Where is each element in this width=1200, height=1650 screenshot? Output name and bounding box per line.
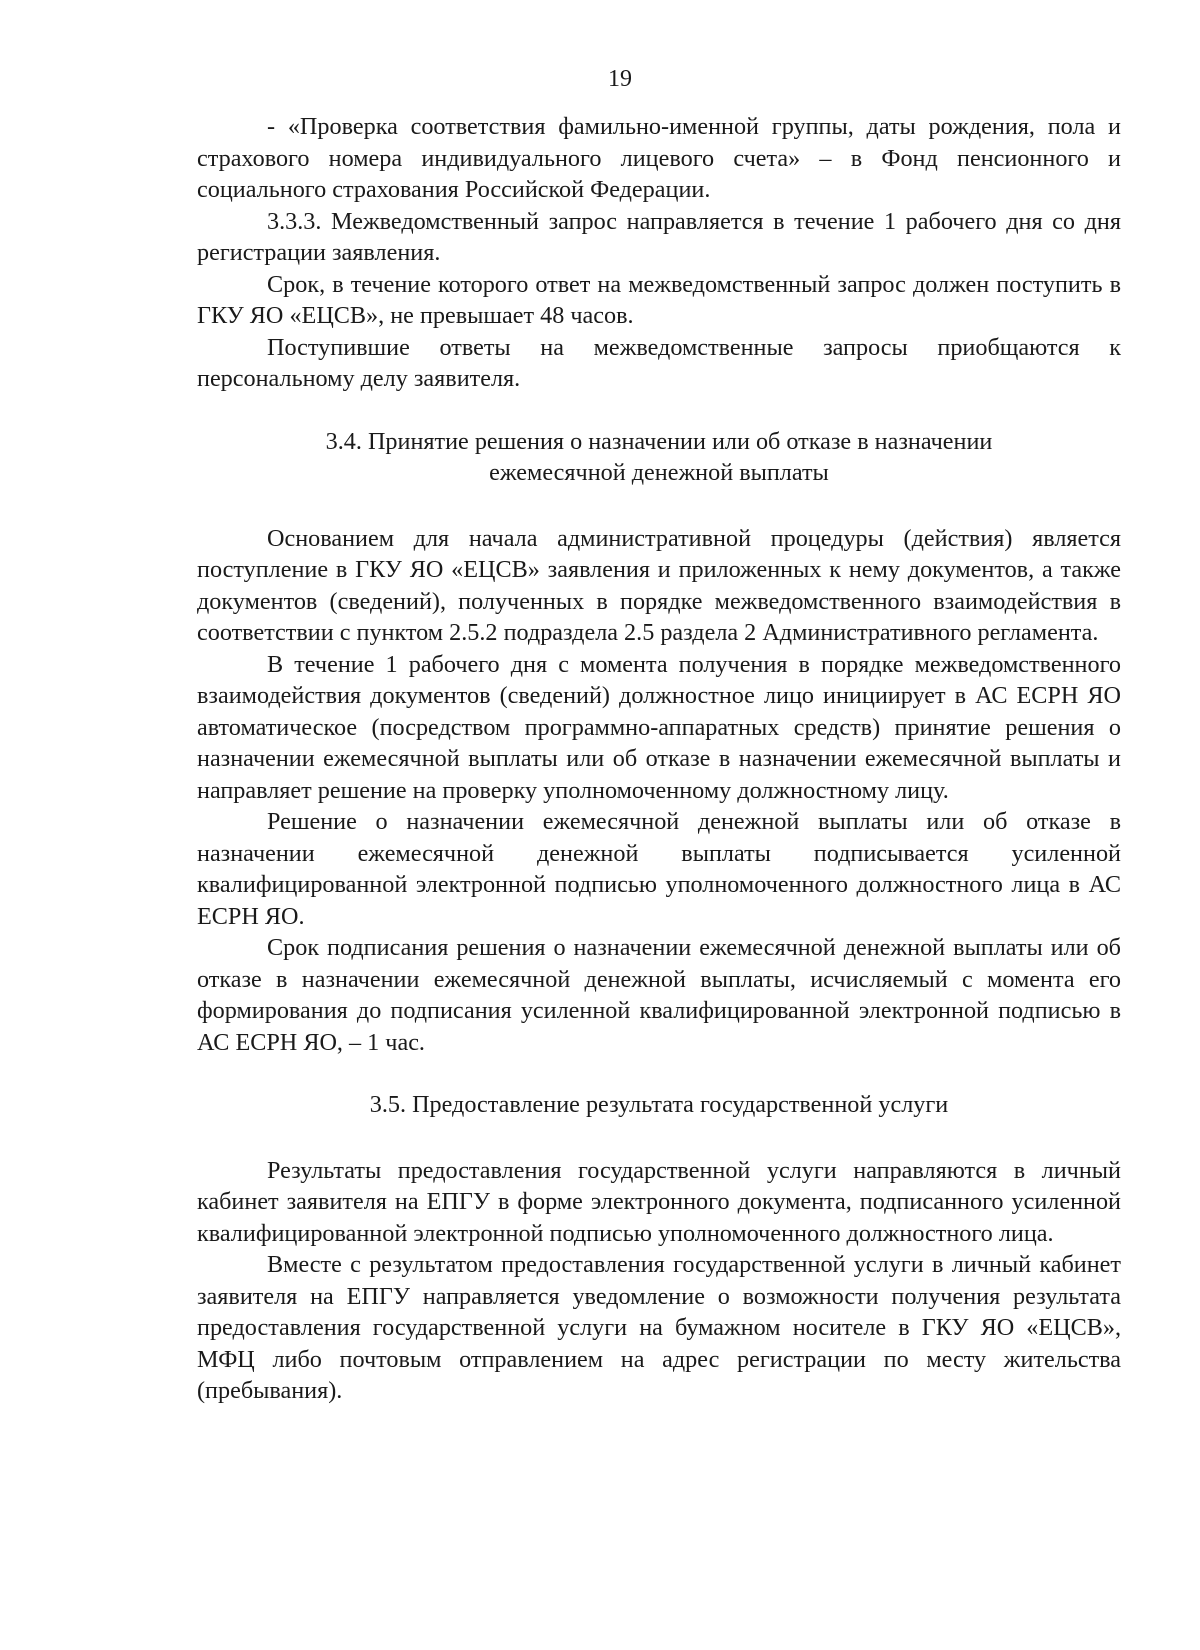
spacer bbox=[197, 395, 1121, 426]
paragraph-decision-initiation: В течение 1 рабочего дня с момента получения в порядке межведомственного взаимодействия документов (сведений) должностное лицо инициирует в АС ЕСРН ЯО автоматическое (посредством программно-аппаратных средств) принятие решения о назначении ежемесячной выплаты или об отказе в назначении ежемесячной выплаты и направляет решение на проверку уполномоченному должностному лицу. bbox=[197, 650, 1121, 804]
paragraph-responses-attached: Поступившие ответы на межведомственные запросы приобщаются к персональному делу заявителя. bbox=[197, 333, 1121, 392]
section-heading-3-4 bbox=[197, 426, 1121, 489]
paragraph-response-deadline: Срок, в течение которого ответ на межведомственный запрос должен поступить в ГКУ ЯО «ЕЦСВ», не превышает 48 часов. bbox=[197, 270, 1121, 329]
paragraph-results-delivery: Результаты предоставления государственной услуги направляются в личный кабинет заявителя на ЕПГУ в форме электронного документа, подписанного усиленной квалифицированной электронной подписью уполномоченного должностного лица. bbox=[197, 1156, 1121, 1247]
spacer bbox=[197, 489, 1121, 523]
section-heading-3-5: 3.5. Предоставление результата государственной услуги bbox=[369, 1091, 949, 1118]
page-number: 19 bbox=[608, 66, 632, 92]
document-body bbox=[197, 111, 1121, 1407]
spacer bbox=[197, 1121, 1121, 1155]
paragraph-decision-signing: Решение о назначении ежемесячной денежной выплаты или об отказе в назначении ежемесячной денежной выплаты подписывается усиленной квалифицированной электронной подписью уполномоченного должностного лица в АС ЕСРН ЯО. bbox=[197, 808, 1121, 930]
paragraph-3-3-3: 3.3.3. Межведомственный запрос направляется в течение 1 рабочего дня со дня регистрации заявления. bbox=[197, 207, 1121, 266]
section-heading-3-4-line-1: 3.4. Принятие решения о назначении или об отказе в назначении bbox=[325, 427, 993, 455]
paragraph-procedure-basis: Основанием для начала административной процедуры (действия) является поступление в ГКУ ЯО «ЕЦСВ» заявления и приложенных к нему документов, а также документов (сведений), полученных в порядке межведомственного взаимодействия в соответствии с пунктом 2.5.2 подраздела 2.5 раздела 2 Административного регламента. bbox=[197, 524, 1121, 646]
paragraph-verification-request: - «Проверка соответствия фамильно-именной группы, даты рождения, пола и страхового номера индивидуального лицевого счета» – в Фонд пенсионного и социального страхования Российской Федерации. bbox=[197, 113, 1121, 203]
paragraph-signing-deadline: Срок подписания решения о назначении ежемесячной денежной выплаты или об отказе в назначении ежемесячной денежной выплаты, исчисляемый с момента его формирования до подписания усиленной квалифицированной электронной подписью в АС ЕСРН ЯО, – 1 час. bbox=[197, 934, 1121, 1056]
spacer bbox=[197, 1058, 1121, 1089]
section-heading-3-4-line-2: ежемесячной денежной выплаты bbox=[489, 459, 829, 486]
paragraph-paper-notification: Вместе с результатом предоставления государственной услуги в личный кабинет заявителя на ЕПГУ направляется уведомление о возможности получения результата предоставления государственной услуги на бумажном носителе в ГКУ ЯО «ЕЦСВ», МФЦ либо почтовым отправлением на адрес регистрации по месту жительства (пребывания). bbox=[197, 1251, 1121, 1404]
